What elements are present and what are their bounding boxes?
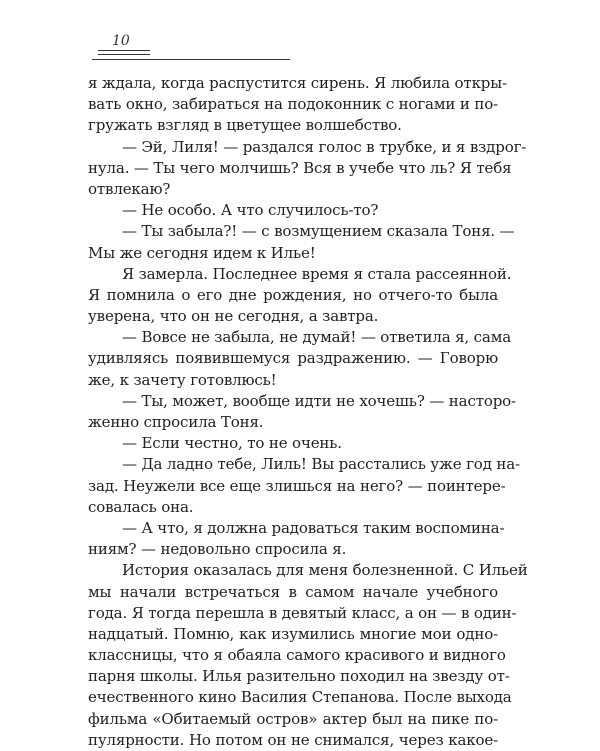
text-line: женно спросила Тоня.: [88, 413, 264, 431]
text-line: — Не особо. А что случилось-то?: [122, 201, 379, 220]
text-line: фильма «Обитаемый остров» актер был на пике по-: [88, 709, 498, 728]
text-line: Я замерла. Последнее время я стала рассеянной.: [122, 264, 512, 283]
text-line: нула. — Ты чего молчишь? Вся в учебе что ль? Я тебя: [88, 158, 512, 177]
text-line: же, к зачету готовлюсь!: [88, 370, 277, 389]
text-line: гружать взгляд в цветущее волшебство.: [88, 116, 402, 135]
text-line: — Вовсе не забыла, не думай! — ответила я, сама: [122, 328, 512, 347]
text-line: Мы же сегодня идем к Илье!: [88, 243, 316, 262]
header-rule-short-bottom: [98, 54, 150, 55]
text-line: — Да ладно тебе, Лиль! Вы расстались уже год на-: [122, 455, 520, 474]
text-line: — А что, я должна радоваться таким воспомина-: [122, 518, 505, 537]
text-line: надцатый. Помню, как изумились многие мои одно-: [88, 624, 498, 643]
text-line: пулярности. Но потом он не снимался, через какое-: [88, 730, 498, 749]
text-line: ечественного кино Василия Степанова. После выхода: [88, 688, 512, 707]
text-line: мы начали встречаться в самом начале учебного: [88, 582, 498, 601]
text-line: — Ты забыла?! — с возмущением сказала Тоня. —: [122, 222, 515, 241]
header-rule-long: [92, 59, 290, 60]
text-line: Я помнила о его дне рождения, но отчего-то была: [88, 285, 498, 304]
text-line: — Ты, может, вообще идти не хочешь? — насторо-: [122, 391, 516, 410]
text-line: удивляясь появившемуся раздражению. — Говорю: [88, 349, 498, 368]
text-line: уверена, что он не сегодня, а завтра.: [88, 307, 379, 326]
text-line: — Эй, Лиля! — раздался голос в трубке, и я вздрог-: [122, 137, 527, 156]
text-line: парня школы. Илья разительно походил на звезду от-: [88, 667, 510, 686]
text-line: отвлекаю?: [88, 179, 171, 198]
text-line: вать окно, забираться на подоконник с ногами и по-: [88, 95, 498, 114]
text-line: — Если честно, то не очень.: [122, 434, 342, 453]
text-line: История оказалась для меня болезненной. С Ильей: [122, 561, 528, 580]
page-number: 10: [112, 33, 130, 49]
text-line: ниям? — недовольно спросила я.: [88, 540, 347, 559]
text-line: классницы, что я обаяла самого красивого и видного: [88, 646, 506, 665]
text-line: года. Я тогда перешла в девятый класс, а он — в один-: [88, 603, 517, 622]
text-line: зад. Неужели все еще злишься на него? — поинтере-: [88, 476, 506, 495]
header-rule-short-top: [98, 50, 150, 51]
text-line: я ждала, когда распустится сирень. Я любила откры-: [88, 74, 507, 92]
body-text: [88, 73, 528, 751]
text-line: совалась она.: [88, 497, 194, 516]
